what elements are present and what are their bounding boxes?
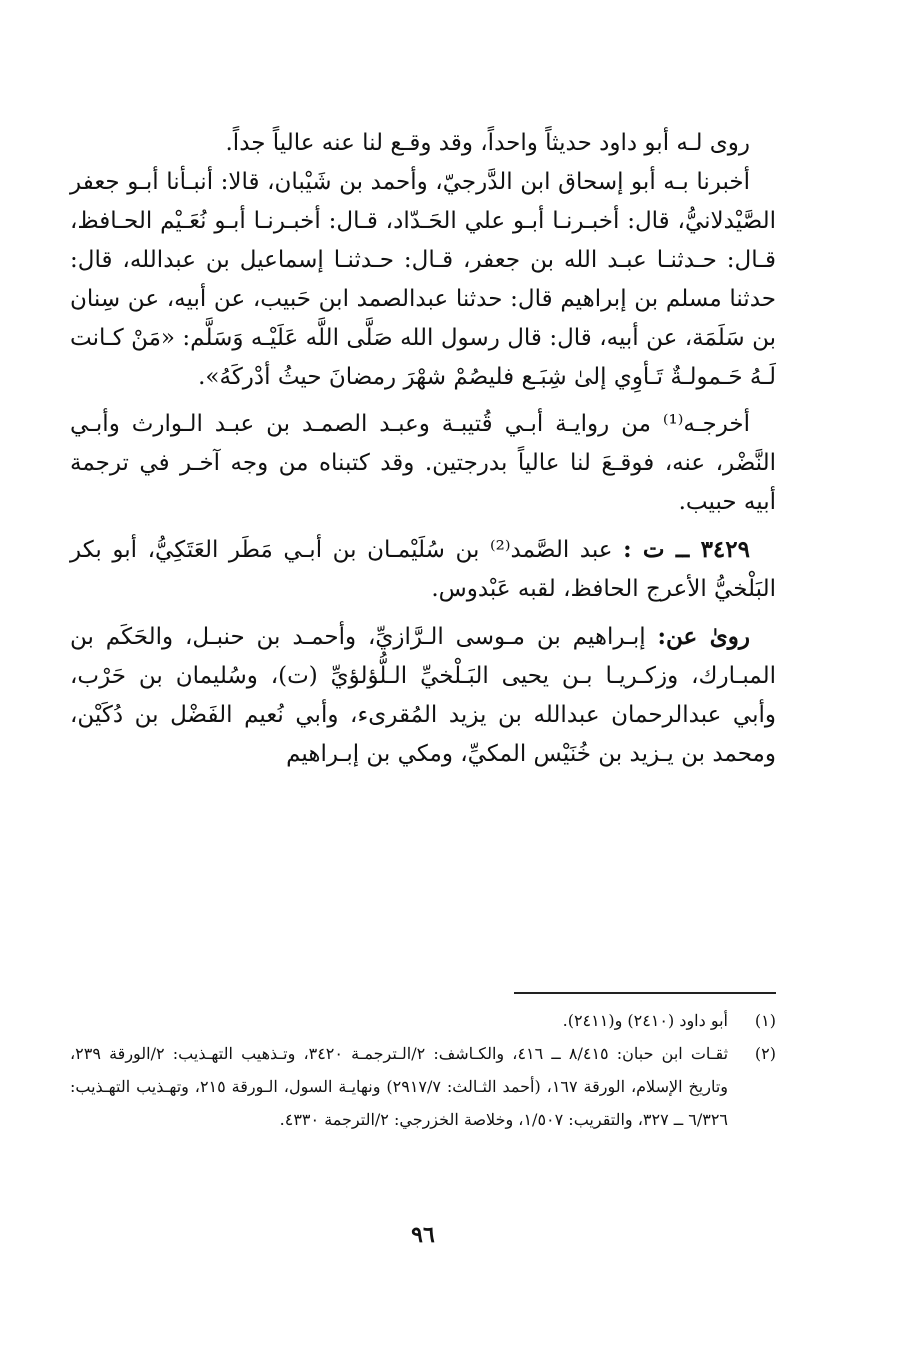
paragraph-takhrij: أخرجـه⁽¹⁾ من روايـة أبـي قُتيبـة وعبـد الصمـد بن عبـد الـوارث وأبـي النَّضْر، عنه، فوقـعَ لنا عالياً بدرجتين. وقد كتبناه من وجه آخـر في ترجمة أبيه حبيب. [70,411,776,515]
narrated-from-text: إبـراهيم بن مـوسى الـرَّازيِّ، وأحمـد بن حنبـل، والحَكَم بن المبـارك، وزكـريـا بـن يحيى البَـلْخيِّ الـلُّؤلؤيِّ (ت)، وسُليمان بن حَرْب، وأبي عبدالرحمان عبدالله بن يزيد المُقرىء، وأبي نُعيم الفَضْل بن دُكَيْن، ومحمد بن يـزيد بن خُنَيْس المكيِّ، ومكي بن إبـراهيم [70,624,776,767]
page-number: ٩٦ [411,1222,435,1248]
paragraph-isnad-hadith: أخبرنا بـه أبو إسحاق ابن الدَّرجيّ، وأحمد بن شَيْبان، قالا: أنبـأنا أبـو جعفر الصَّيْدلانيُّ، قال: أخبـرنـا أبـو علي الحَـدّاد، قـال: أخبـرنـا أبـو نُعَـيْم الحـافظ، قـال: حـدثنـا عبـد الله بن جعفر، قـال: حـدثنـا إسماعيل بن عبدالله، قال: حدثنا مسلم بن إبراهيم قال: حدثنا عبدالصمد ابن حَبيب، عن أبيه، عن سِنان بن سَلَمَة، عن أبيه، قال: قال رسول الله صَلَّى اللَّه عَلَيْـه وَسَلَّم: «مَنْ كـانت لَـهُ حَـمولـةٌ تَـأوِي إلىٰ شِبَـع فليصُمْ شهْرَ رمضانَ حيثُ أدْركَهُ». [70,169,776,390]
narrated-from-paragraph [70,617,776,774]
footnotes [70,1004,776,1136]
footnote-divider [514,992,776,994]
paragraph-narration: روى لـه أبو داود حديثاً واحداً، وقد وقـع لنا عنه عالياً جداً. [225,130,750,156]
narrated-from-label: روىٰ عن: [657,623,750,650]
footnote-text: ثقـات ابن حبان: ٨/٤١٥ ــ ٤١٦، والكـاشف: ٢/الـترجمـة ٣٤٢٠، وتـذهيب التهـذيب: ٢/الورقة ٢٣٩، وتاريخ الإسلام، الورقة ١٦٧، (أحمد الثـالث: ٢٩١٧/٧) ونهايـة السول، الـورقة ٢١٥، وتهـذيب التهـذيب: ٦/٣٢٦ ــ ٣٢٧، والتقريب: ١/٥٠٧، وخلاصة الخزرجي: ٢/الترجمة ٤٣٣٠. [70,1044,729,1129]
main-text [70,124,776,774]
biography-entry [70,530,776,609]
footnote-1 [70,1004,776,1037]
footnote-text: أبو داود (٢٤١٠) و(٢٤١١). [562,1011,728,1030]
footnote-marker: (١) [754,1011,776,1030]
footnote-marker: (٢) [754,1044,776,1063]
footnote-2 [70,1037,776,1136]
entry-number: ٣٤٢٩ ــ ت : [623,536,750,563]
entry-text: عبد الصَّمد⁽²⁾ بن سُلَيْمـان بن أبـي مَطَر العَتَكِيُّ، أبو بكر البَلْخيُّ الأعرج الحافظ، لقبه عَبْدوس. [70,537,776,602]
book-page [70,124,776,1254]
